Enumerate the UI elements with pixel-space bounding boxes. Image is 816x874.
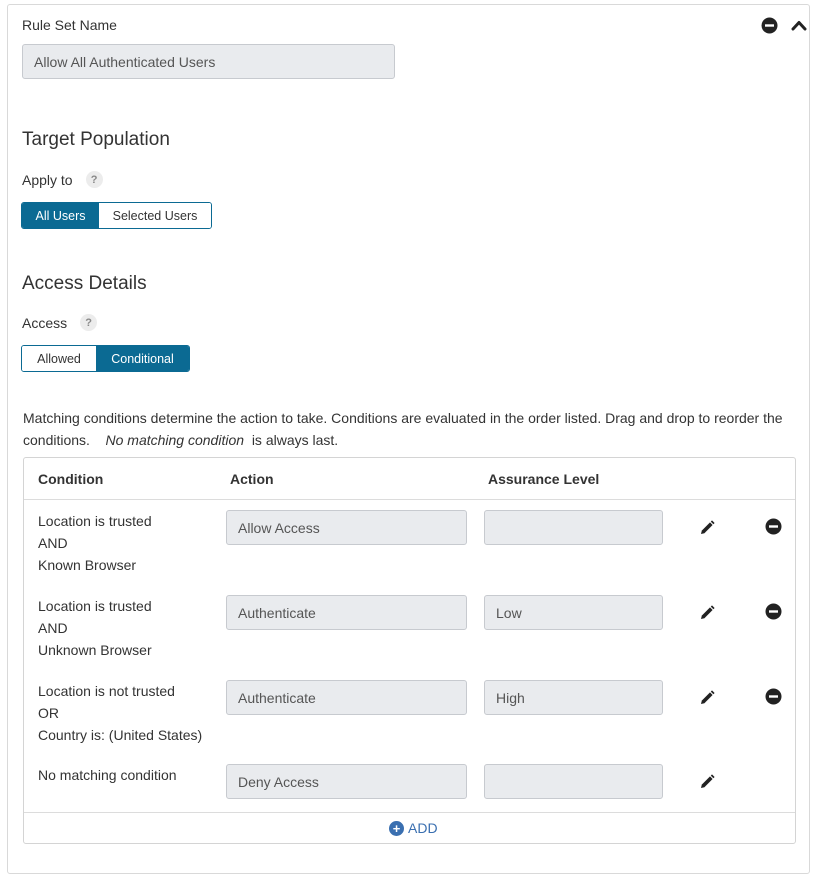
action-value: Authenticate [238, 604, 316, 621]
remove-condition-button[interactable] [763, 601, 783, 621]
question-icon[interactable]: ? [80, 314, 97, 331]
remove-rule-set-button[interactable] [759, 15, 779, 35]
access-toggle [21, 345, 190, 372]
condition-line: Location is trusted [38, 598, 152, 614]
table-row [24, 764, 795, 804]
condition-line: Known Browser [38, 557, 137, 573]
assurance-value: Low [496, 604, 522, 621]
rule-set-name-value: Allow All Authenticated Users [34, 53, 216, 70]
conditions-table [23, 457, 796, 844]
condition-line: AND [38, 535, 68, 551]
description-italic: No matching condition [105, 432, 245, 448]
condition-line: Location is trusted [38, 513, 152, 529]
all-users-option[interactable]: All Users [22, 203, 99, 228]
pencil-icon [698, 519, 716, 537]
conditions-description [23, 407, 783, 451]
add-label: ADD [408, 820, 438, 836]
condition-cell [38, 510, 152, 576]
table-row[interactable] [24, 680, 795, 760]
header-action: Action [230, 471, 274, 487]
pencil-icon [698, 689, 716, 707]
edit-button[interactable] [697, 688, 717, 708]
action-value: Deny Access [238, 773, 319, 790]
add-condition-button[interactable] [389, 820, 438, 836]
condition-line: Location is not trusted [38, 683, 175, 699]
description-text-end: is always last. [251, 432, 339, 448]
selected-users-option[interactable]: Selected Users [99, 203, 211, 228]
action-field[interactable] [226, 510, 467, 545]
header-assurance-level: Assurance Level [488, 471, 600, 487]
rule-set-name-label: Rule Set Name [22, 17, 117, 33]
condition-line: Unknown Browser [38, 642, 152, 658]
plus-circle-icon: + [389, 821, 404, 836]
access-row [22, 314, 97, 331]
table-row[interactable] [24, 595, 795, 675]
condition-line: Country is: (United States) [38, 727, 203, 743]
target-population-title: Target Population [22, 129, 170, 150]
condition-cell [38, 680, 202, 746]
minus-circle-icon [761, 17, 778, 34]
footer-divider [24, 812, 795, 813]
apply-to-row [22, 171, 103, 188]
assurance-field[interactable] [484, 764, 663, 799]
header-divider [24, 499, 795, 500]
collapse-button[interactable] [789, 15, 809, 35]
minus-circle-icon [765, 688, 782, 705]
remove-condition-button[interactable] [763, 686, 783, 706]
remove-condition-button[interactable] [763, 516, 783, 536]
condition-cell [38, 595, 152, 661]
description-text: Matching conditions determine the action to take. Conditions are evaluated in the order listed. Drag and drop to reorder the conditions. [23, 410, 783, 448]
action-field[interactable] [226, 595, 467, 630]
apply-to-label: Apply to [22, 171, 73, 188]
condition-cell [38, 764, 177, 786]
edit-button[interactable] [697, 772, 717, 792]
assurance-value: High [496, 689, 525, 706]
question-icon[interactable]: ? [86, 171, 103, 188]
access-label: Access [22, 314, 68, 331]
assurance-field[interactable] [484, 680, 663, 715]
minus-circle-icon [765, 518, 782, 535]
edit-button[interactable] [697, 603, 717, 623]
assurance-field[interactable] [484, 510, 663, 545]
condition-line: AND [38, 620, 68, 636]
minus-circle-icon [765, 603, 782, 620]
apply-to-toggle [21, 202, 212, 229]
action-field[interactable] [226, 764, 467, 799]
header-condition: Condition [38, 471, 104, 487]
condition-line: OR [38, 705, 59, 721]
allowed-option[interactable]: Allowed [22, 346, 96, 371]
table-row[interactable] [24, 510, 795, 590]
condition-line: No matching condition [38, 767, 177, 783]
conditional-option[interactable]: Conditional [96, 346, 189, 371]
action-value: Allow Access [238, 519, 320, 536]
edit-button[interactable] [697, 518, 717, 538]
rule-set-name-field[interactable] [22, 44, 395, 79]
action-field[interactable] [226, 680, 467, 715]
action-value: Authenticate [238, 689, 316, 706]
pencil-icon [698, 604, 716, 622]
access-details-title: Access Details [22, 273, 147, 294]
pencil-icon [698, 773, 716, 791]
chevron-up-icon [791, 19, 807, 31]
assurance-field[interactable] [484, 595, 663, 630]
